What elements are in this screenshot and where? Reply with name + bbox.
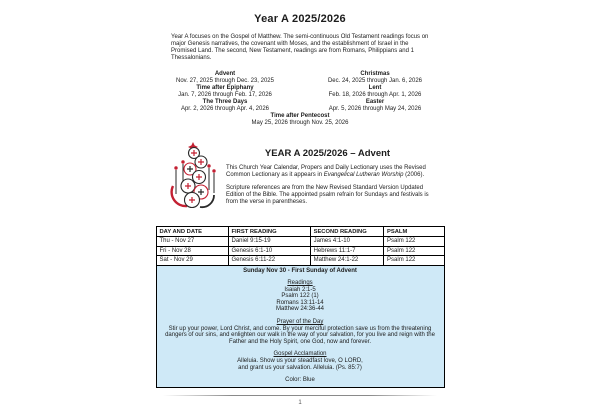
worship-book-title: Evangelical Lutheran Worship bbox=[323, 172, 404, 178]
header-first-reading: FIRST READING bbox=[228, 227, 310, 237]
liturgical-color-label: Color: Blue bbox=[285, 377, 315, 384]
season-dates: Dec. 24, 2025 through Jan. 6, 2026 bbox=[327, 78, 423, 84]
acclamation-line: Alleluia. Show us your steadfast love, O LORD, bbox=[237, 358, 363, 365]
cell-day: Sat - Nov 29 bbox=[156, 256, 228, 266]
cell-second-reading: James 4:1-10 bbox=[310, 237, 383, 247]
prayer-heading: Prayer of the Day bbox=[276, 319, 324, 326]
cell-psalm: Psalm 122 bbox=[384, 256, 444, 266]
daily-lectionary bbox=[156, 226, 445, 388]
document-title: Year A 2025/2026 bbox=[254, 13, 346, 25]
cell-day: Fri - Nov 28 bbox=[156, 246, 228, 256]
season-dates: Apr. 5, 2026 through May 24, 2026 bbox=[328, 106, 422, 112]
advent-section-text bbox=[226, 142, 429, 213]
paragraph-text: (2006). bbox=[403, 172, 425, 178]
acclamation-line: and grant us your salvation. Alleluia. (Ps. 85:7) bbox=[238, 364, 362, 371]
cell-second-reading: Matthew 24:1-22 bbox=[310, 256, 383, 266]
season-name: Time after Epiphany bbox=[196, 85, 254, 91]
season-name: The Three Days bbox=[202, 99, 248, 105]
table-row bbox=[156, 246, 444, 256]
season-name: Advent bbox=[214, 71, 236, 77]
reading-item: Psalm 122 (1) bbox=[281, 293, 319, 300]
table-row bbox=[156, 237, 444, 247]
intro-paragraph: Year A focuses on the Gospel of Matthew. The semi-continuous Old Testament readings focus on major Genesis narratives, the covenant with Moses, and the establishment of Israel in the Promised Land. The second, New Testament, readings are from Romans, Philippians and 1 Thessalonians. bbox=[171, 34, 429, 61]
cell-day: Thu - Nov 27 bbox=[156, 237, 228, 247]
advent-section-heading: YEAR A 2025/2026 – Advent bbox=[264, 148, 391, 159]
cell-first-reading: Genesis 6:11-22 bbox=[228, 256, 310, 266]
season-dates: Apr. 2, 2026 through Apr. 4, 2026 bbox=[180, 106, 270, 112]
season-dates: Jan. 7, 2026 through Feb. 17, 2026 bbox=[178, 92, 272, 98]
cell-second-reading: Hebrews 11:1-7 bbox=[310, 246, 383, 256]
cell-psalm: Psalm 122 bbox=[384, 246, 444, 256]
cell-first-reading: Genesis 6:1-10 bbox=[228, 246, 310, 256]
readings-heading: Readings bbox=[287, 280, 313, 287]
prayer-text: Stir up your power, Lord Christ, and come. By your merciful protection save us from the threatening dangers of our sins, and enlighten our walk in the way of your salvation, for you live and reign with the Father and the Holy Spirit, one God, now and forever. bbox=[165, 325, 435, 345]
header-second-reading: SECOND READING bbox=[310, 227, 383, 237]
season-item bbox=[307, 99, 443, 113]
season-dates: Feb. 18, 2026 through Apr. 1, 2026 bbox=[328, 92, 422, 98]
season-name: Christmas bbox=[360, 71, 390, 77]
advent-paragraph-2: Scripture references are from the New Revised Standard Version Updated Edition of the Bible. The appointed psalm refrain for Sundays and festivals is from the verse in parentheses. bbox=[226, 185, 429, 205]
season-name: Easter bbox=[365, 99, 385, 105]
season-item bbox=[157, 85, 293, 99]
season-item bbox=[307, 85, 443, 99]
advent-section bbox=[171, 142, 429, 213]
seasons-grid bbox=[157, 71, 443, 113]
table-header-row bbox=[156, 227, 444, 237]
header-day-and-date: DAY AND DATE bbox=[156, 227, 228, 237]
page-number: 1 bbox=[298, 399, 302, 406]
reading-item: Romans 13:11-14 bbox=[276, 299, 324, 306]
season-dates: May 25, 2026 through Nov. 25, 2026 bbox=[251, 120, 349, 126]
season-dates: Nov. 27, 2025 through Dec. 23, 2025 bbox=[176, 78, 274, 84]
season-name: Lent bbox=[368, 85, 382, 91]
season-name: Time after Pentecost bbox=[270, 113, 330, 119]
season-item bbox=[157, 99, 293, 113]
reading-item: Matthew 24:36-44 bbox=[275, 306, 325, 313]
footer-divider bbox=[163, 395, 437, 396]
sunday-title: Sunday Nov 30 - First Sunday of Advent bbox=[243, 267, 357, 274]
gospel-acclamation-heading: Gospel Acclamation bbox=[273, 351, 327, 358]
church-year-logo-icon bbox=[171, 142, 217, 213]
season-item bbox=[157, 71, 293, 85]
season-item-pentecost bbox=[157, 113, 443, 127]
lectionary-table bbox=[156, 226, 445, 266]
sunday-panel bbox=[156, 266, 445, 388]
header-psalm: PSALM bbox=[384, 227, 444, 237]
advent-paragraph-1 bbox=[226, 165, 429, 179]
season-item bbox=[307, 71, 443, 85]
reading-item: Isaiah 2:1-5 bbox=[284, 286, 316, 293]
cell-psalm: Psalm 122 bbox=[384, 237, 444, 247]
cell-first-reading: Daniel 9:15-19 bbox=[228, 237, 310, 247]
table-row bbox=[156, 256, 444, 266]
paragraph-text: This Church Year Calendar, Propers and Daily Lectionary uses the Revised Common Lectionary as it appears in bbox=[226, 165, 426, 178]
